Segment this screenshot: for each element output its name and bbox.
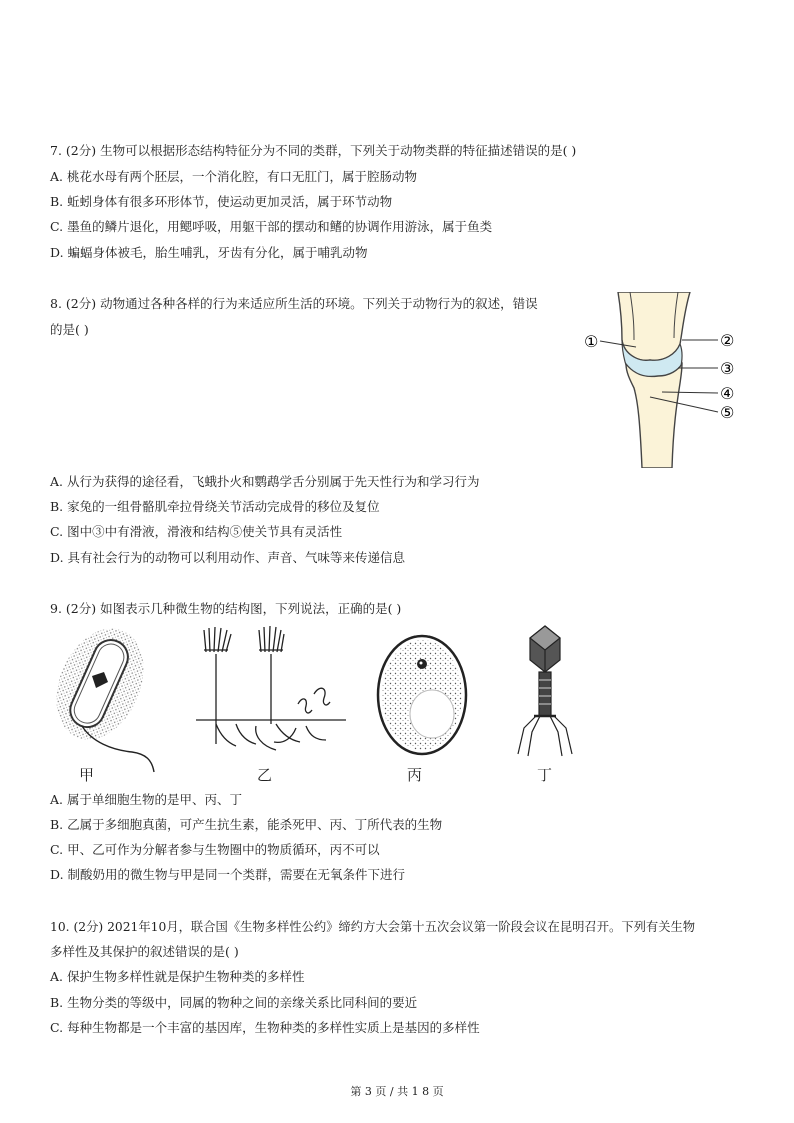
q8-option-c: C. 图中③中有滑液，滑液和结构⑤使关节具有灵活性 bbox=[50, 524, 343, 539]
q9-option-a: A. 属于单细胞生物的是甲、丙、丁 bbox=[50, 792, 242, 807]
q8-option-a: A. 从行为获得的途径看，飞蛾扑火和鹦鹉学舌分别属于先天性行为和学习行为 bbox=[50, 474, 480, 489]
q10-stem-line1: 10. (2分) 2021年10月，联合国《生物多样性公约》缔约方大会第十五次会议第一阶段会议在昆明召开。下列有关生物 bbox=[50, 920, 696, 934]
label-2: ② bbox=[720, 331, 735, 350]
q9-option-d: D. 制酸奶用的微生物与甲是同一个类群，需要在无氧条件下进行 bbox=[50, 867, 406, 882]
label-yi: 乙 bbox=[257, 766, 273, 784]
label-ding: 丁 bbox=[537, 766, 553, 784]
label-jia: 甲 bbox=[79, 766, 95, 784]
joint-diagram bbox=[578, 292, 748, 468]
q7-option-c: C. 墨鱼的鳞片退化，用鳃呼吸，用躯干部的摆动和鳍的协调作用游泳，属于鱼类 bbox=[50, 219, 493, 234]
label-1: ① bbox=[584, 332, 599, 351]
yeast-diagram bbox=[374, 632, 470, 758]
q10-stem-line2: 多样性及其保护的叙述错误的是( ) bbox=[50, 944, 239, 959]
q8-option-b: B. 家兔的一组骨骼肌牵拉骨绕关节活动完成骨的移位及复位 bbox=[50, 499, 380, 514]
virus-diagram bbox=[510, 624, 580, 758]
q8-stem-line1: 8. (2分) 动物通过各种各样的行为来适应所生活的环境。下列关于动物行为的叙述，错误 bbox=[50, 296, 538, 311]
label-3: ③ bbox=[720, 359, 735, 378]
label-4: ④ bbox=[720, 384, 735, 403]
q7-stem: 7. (2分) 生物可以根据形态结构特征分为不同的类群，下列关于动物类群的特征描述错误的是( ) bbox=[50, 143, 577, 158]
q9-stem: 9. (2分) 如图表示几种微生物的结构图，下列说法，正确的是( ) bbox=[50, 601, 402, 616]
q7-option-a: A. 桃花水母有两个胚层，一个消化腔，有口无肛门，属于腔肠动物 bbox=[50, 169, 417, 184]
q9-option-c: C. 甲、乙可作为分解者参与生物圈中的物质循环，丙不可以 bbox=[50, 842, 380, 857]
bacterium-diagram bbox=[52, 624, 162, 774]
q10-option-c: C. 每种生物都是一个丰富的基因库，生物种类的多样性实质上是基因的多样性 bbox=[50, 1020, 480, 1035]
label-bing: 丙 bbox=[407, 766, 423, 784]
q7-option-d: D. 蝙蝠身体被毛，胎生哺乳，牙齿有分化，属于哺乳动物 bbox=[50, 245, 368, 260]
page-footer: 第 3 页 / 共 1 8 页 bbox=[350, 1085, 444, 1098]
q10-option-b: B. 生物分类的等级中，同属的物种之间的亲缘关系比同科间的要近 bbox=[50, 995, 418, 1010]
fungus-diagram bbox=[196, 624, 346, 764]
q9-option-b: B. 乙属于多细胞真菌，可产生抗生素，能杀死甲、丙、丁所代表的生物 bbox=[50, 817, 443, 832]
q8-option-d: D. 具有社会行为的动物可以利用动作、声音、气味等来传递信息 bbox=[50, 550, 406, 565]
label-5: ⑤ bbox=[720, 403, 735, 422]
q7-option-b: B. 蚯蚓身体有很多环形体节，使运动更加灵活，属于环节动物 bbox=[50, 194, 393, 209]
q10-option-a: A. 保护生物多样性就是保护生物种类的多样性 bbox=[50, 969, 305, 984]
q8-stem-line2: 的是( ) bbox=[50, 322, 89, 337]
